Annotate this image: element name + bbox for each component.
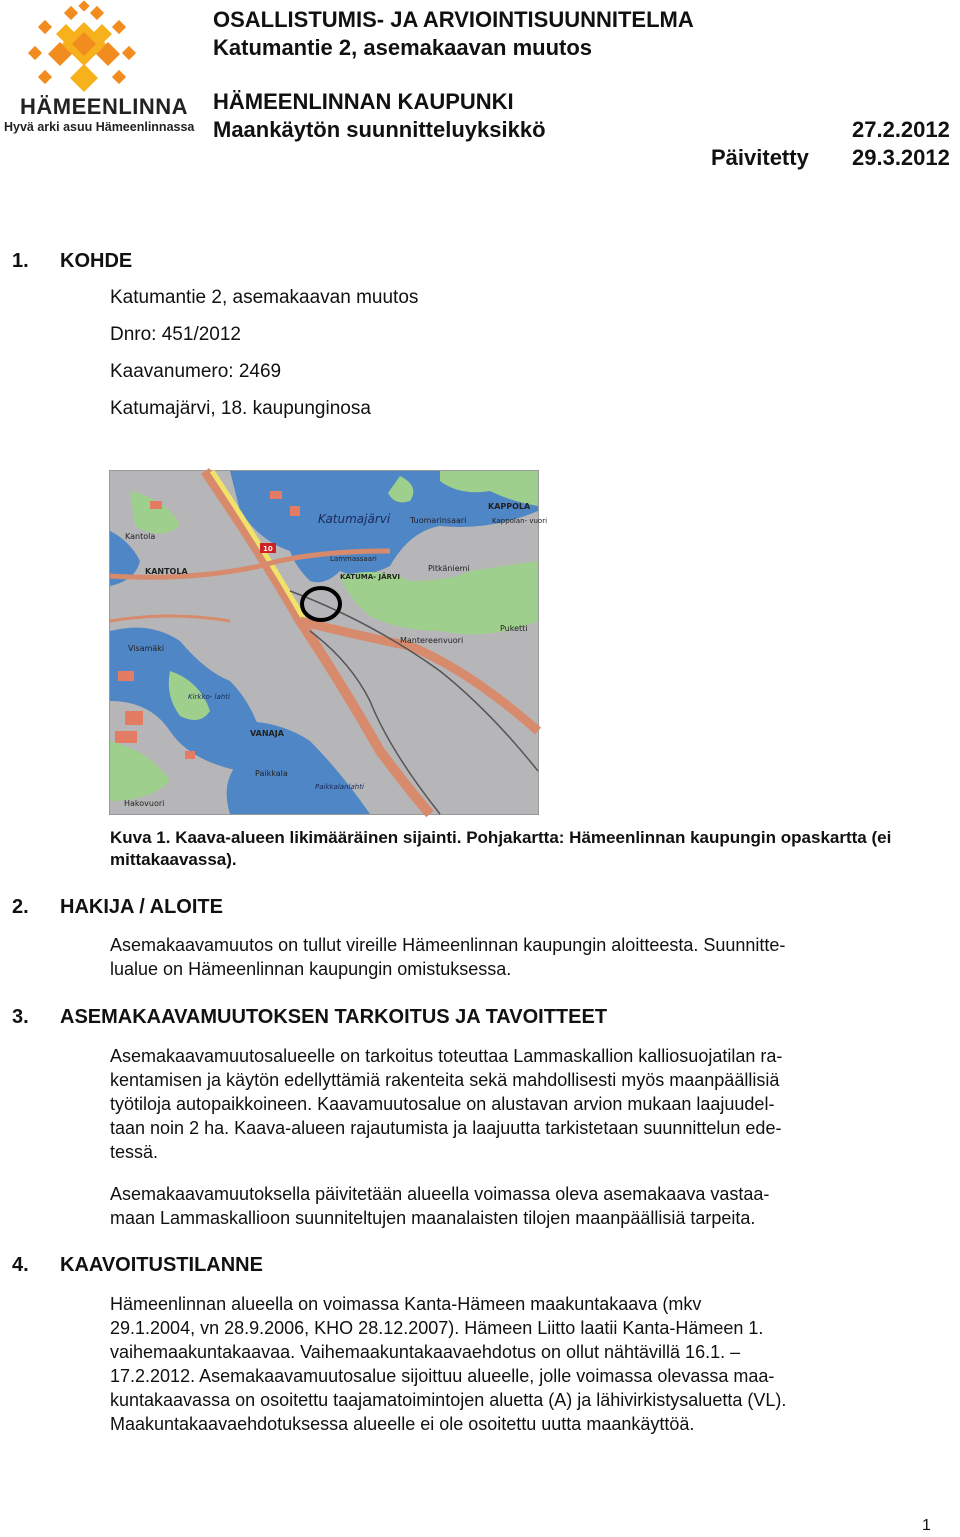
section-title: HAKIJA / ALOITE (60, 896, 223, 918)
section-2-heading (12, 896, 223, 919)
map-label: KATUMA- JÄRVI (340, 573, 400, 581)
organization-name: HÄMEENLINNAN KAUPUNKI (213, 89, 514, 114)
sun-emblem-icon (2, 2, 158, 94)
map-label: Mantereenvuori (400, 636, 464, 645)
road-sign-label: 10 (263, 545, 273, 553)
section-title: KAAVOITUSTILANNE (60, 1254, 263, 1276)
document-title: OSALLISTUMIS- JA ARVIOINTISUUNNITELMA (213, 7, 694, 32)
section-2-text: Asemakaavamuutos on tullut vireille Hämeenlinnan kaupungin aloitteesta. Suunnitte- lualue on Hämeenlinnan kaupungin omistuksessa. (110, 935, 786, 979)
kohde-line: Dnro: 451/2012 (110, 324, 241, 345)
map-label-lake: Katumajärvi (318, 512, 391, 526)
map-label: Paikkalanlahti (315, 783, 364, 791)
location-map (109, 470, 548, 815)
map-label: Kantola (125, 532, 156, 541)
section-3-paragraph-1: Asemakaavamuutosalueelle on tarkoitus toteuttaa Lammaskallion kalliosuojatilan ra- kentamisen ja käytön edellyttämiä rakenteita sekä mahdollisesti myös maanpäällisiä työtiloja autopaikkoineen. Kaavamuutosalue on alustavan arvion mukaan laajuudel- taan noin 2 ha. Kaava-alueen rajautumista ja laajuutta tarkistetaan suunnittelun ede- tessä. (110, 1046, 783, 1162)
map-caption: Kuva 1. Kaava-alueen likimääräinen sijainti. Pohjakartta: Hämeenlinnan kaupungin opaskartta (ei mittakaavassa). (110, 828, 892, 869)
building (115, 731, 137, 743)
map-label: VANAJA (250, 729, 284, 738)
building (150, 501, 162, 509)
document-date: 27.2.2012 (852, 117, 950, 142)
section-number: 1. (12, 250, 29, 272)
section-number: 4. (12, 1254, 29, 1276)
section-title: KOHDE (60, 250, 133, 272)
kohde-line: Katumantie 2, asemakaavan muutos (110, 287, 419, 308)
updated-date: 29.3.2012 (852, 145, 950, 170)
organization-unit: Maankäytön suunnitteluyksikkö (213, 117, 546, 142)
section-4-text: Hämeenlinnan alueella on voimassa Kanta-Hämeen maakuntakaava (mkv 29.1.2004, vn 28.9.2006, KHO 28.12.2007). Hämeen Liitto laatii Kanta-Hämeen 1. vaihemaakuntakaavaa. Vaihemaakuntakaavaehdotus on ollut nähtävillä 16.1. – 17.2.2012. Asemakaavamuutosalue sijoittuu alueelle, jolle voimassa olevassa maa- kuntakaavassa on osoitettu taajamatoimintojen aluetta (A) ja lähivirkistysaluetta (VL). Maakuntakaavaehdotuksessa alueelle ei ole osoitettu uutta maankäyttöä. (110, 1294, 787, 1434)
map-label: Kirkko- lahti (188, 693, 230, 701)
section-title: ASEMAKAAVAMUUTOKSEN TARKOITUS JA TAVOITTEET (60, 1006, 608, 1028)
section-number: 2. (12, 896, 29, 918)
map-label: Kappolan- vuori (492, 517, 548, 525)
document-subtitle: Katumantie 2, asemakaavan muutos (213, 35, 593, 60)
section-3-heading (12, 1006, 607, 1029)
page-number: 1 (922, 1517, 931, 1534)
map-label: KAPPOLA (488, 502, 531, 511)
map-label: Paikkala (255, 769, 288, 778)
kohde-line: Kaavanumero: 2469 (110, 361, 282, 382)
building (118, 671, 134, 681)
updated-label: Päivitetty (711, 145, 809, 170)
kohde-line: Katumajärvi, 18. kaupunginosa (110, 398, 371, 419)
map-label: Visamäki (128, 644, 165, 653)
building (290, 506, 300, 516)
section-3-paragraph-2: Asemakaavamuutoksella päivitetään alueella voimassa oleva asemakaava vastaa- maan Lammaskallioon suunniteltujen maanalaisten tilojen maanpäällisiä tarpeita. (110, 1184, 770, 1228)
map-label: Hakovuori (124, 799, 165, 808)
building (185, 751, 195, 759)
section-number: 3. (12, 1006, 29, 1028)
section-1-heading (12, 250, 132, 273)
map-label: Pitkäniemi (428, 564, 470, 573)
map-label: Tuomarinsaari (410, 516, 467, 525)
building (270, 491, 282, 499)
map-label: Lammassaari (330, 555, 377, 563)
map-label: KANTOLA (145, 567, 188, 576)
logo-name: HÄMEENLINNA (20, 94, 189, 119)
logo-slogan: Hyvä arki asuu Hämeenlinnassa (4, 120, 195, 134)
section-4-heading (12, 1254, 263, 1277)
map-label: Puketti (500, 624, 528, 633)
building (125, 711, 143, 725)
